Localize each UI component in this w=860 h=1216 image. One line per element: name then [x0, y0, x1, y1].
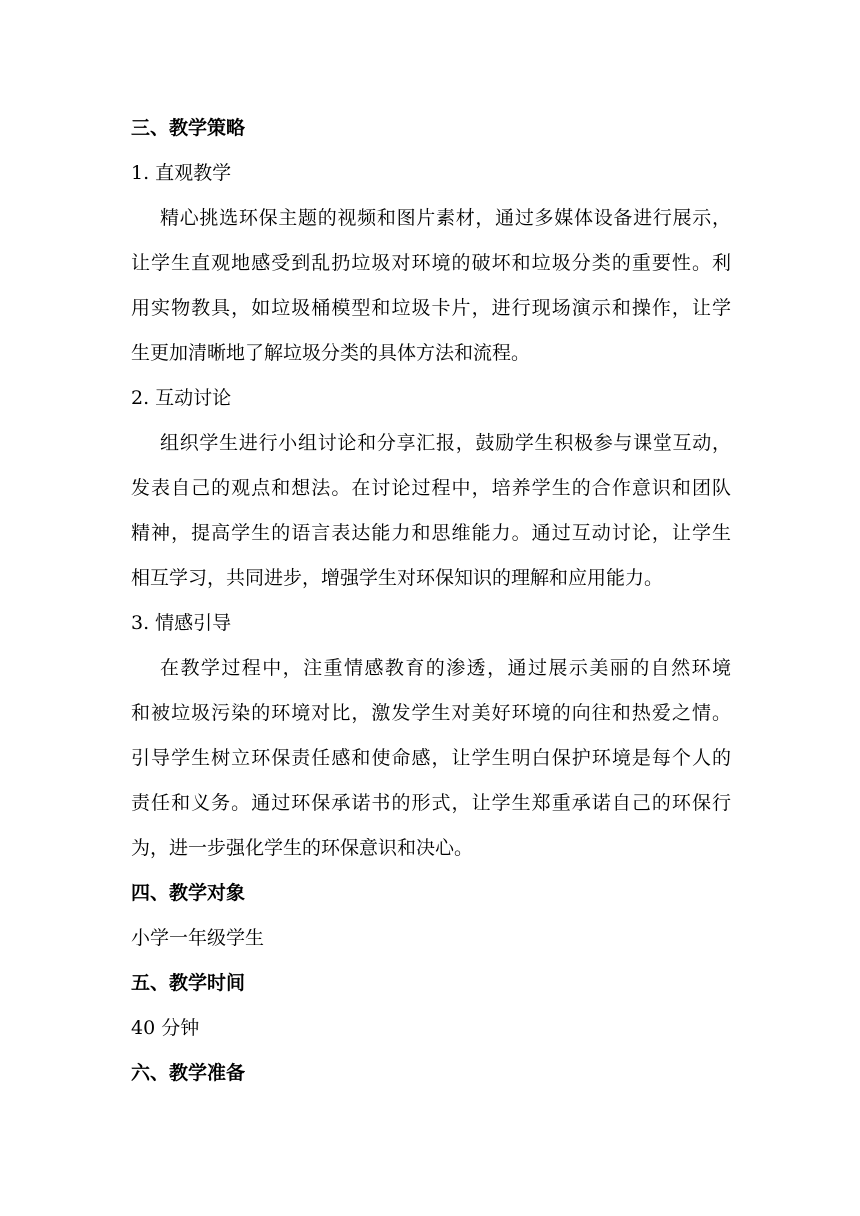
paragraph-line: 相互学习，共同进步，增强学生对环保知识的理解和应用能力。 — [131, 567, 664, 589]
item-title-intuitive-teaching: 1. 直观教学 — [131, 162, 232, 184]
paragraph-line: 让学生直观地感受到乱扔垃圾对环境的破坏和垃圾分类的重要性。利 — [131, 252, 731, 274]
teaching-time-text: 40 分钟 — [131, 1017, 200, 1039]
paragraph-line: 和被垃圾污染的环境对比，激发学生对美好环境的向往和热爱之情。 — [131, 702, 731, 724]
paragraph-line: 生更加清晰地了解垃圾分类的具体方法和流程。 — [131, 342, 531, 364]
paragraph-line: 组织学生进行小组讨论和分享汇报，鼓励学生积极参与课堂互动， — [160, 432, 731, 454]
section-heading-teaching-preparation: 六、教学准备 — [131, 1062, 246, 1084]
paragraph-line: 用实物教具，如垃圾桶模型和垃圾卡片，进行现场演示和操作，让学 — [131, 297, 731, 319]
item-title-interactive-discussion: 2. 互动讨论 — [131, 387, 232, 409]
paragraph-line: 发表自己的观点和想法。在讨论过程中，培养学生的合作意识和团队 — [131, 477, 731, 499]
paragraph-line: 在教学过程中，注重情感教育的渗透，通过展示美丽的自然环境 — [160, 657, 731, 679]
paragraph-line: 引导学生树立环保责任感和使命感，让学生明白保护环境是每个人的 — [131, 747, 731, 769]
section-heading-teaching-target: 四、教学对象 — [131, 882, 246, 904]
paragraph-line: 精神，提高学生的语言表达能力和思维能力。通过互动讨论，让学生 — [131, 522, 731, 544]
section-heading-teaching-strategy: 三、教学策略 — [131, 117, 246, 139]
teaching-target-text: 小学一年级学生 — [131, 927, 265, 949]
item-title-emotional-guidance: 3. 情感引导 — [131, 612, 232, 634]
paragraph-line: 责任和义务。通过环保承诺书的形式，让学生郑重承诺自己的环保行 — [131, 792, 731, 814]
section-heading-teaching-time: 五、教学时间 — [131, 972, 246, 994]
paragraph-line: 精心挑选环保主题的视频和图片素材，通过多媒体设备进行展示， — [160, 207, 731, 229]
paragraph-line: 为，进一步强化学生的环保意识和决心。 — [131, 837, 474, 859]
